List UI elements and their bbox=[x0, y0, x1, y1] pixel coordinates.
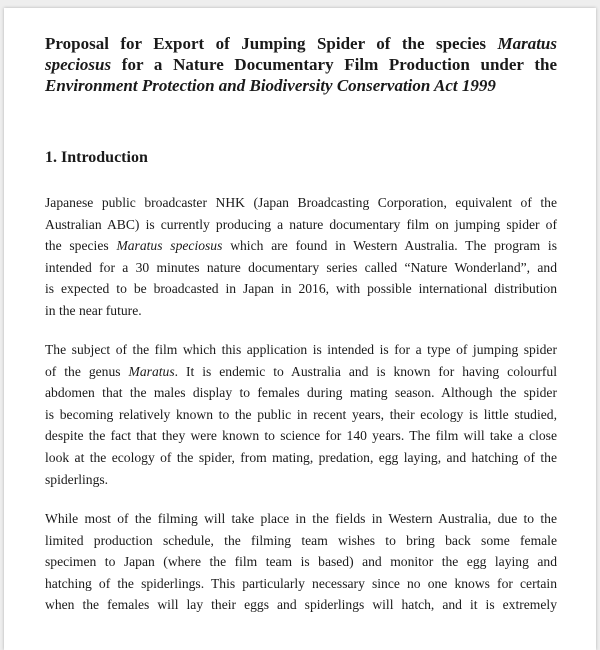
paragraph-line: The subject of the film which this application is intended is for a type of jumping spider bbox=[45, 342, 557, 357]
paragraph-line bbox=[45, 361, 557, 383]
paragraph-line: spiderlings. bbox=[45, 471, 109, 487]
line-text: which are found in Western Australia. The program is bbox=[222, 238, 557, 254]
line-italic-term: Maratus speciosus bbox=[116, 238, 223, 254]
title-species-name: Maratus speciosus bbox=[45, 34, 557, 74]
document-title bbox=[45, 33, 557, 96]
line-text: the species bbox=[45, 238, 117, 254]
paragraph-line: Australian ABC) is currently producing a nature documentary film on jumping spider of bbox=[45, 216, 557, 232]
paragraph-line: in the near future. bbox=[45, 302, 142, 318]
paragraph-line: While most of the filming will take place in the fields in Western Australia, due to the bbox=[45, 511, 557, 526]
document-content bbox=[45, 33, 557, 613]
paragraph-line: is becoming relatively known to the public in recent years, their ecology is little studied, bbox=[45, 406, 557, 422]
paragraph-line: Japanese public broadcaster NHK (Japan Broadcasting Corporation, equivalent of the bbox=[45, 195, 557, 210]
paragraph-line: hatching of the spiderlings. This particularly necessary since no one knows for certain bbox=[45, 575, 557, 591]
title-text-continued: for a Nature Documentary Film Production under the bbox=[111, 55, 557, 74]
document-page bbox=[4, 8, 596, 650]
line-text: of the genus bbox=[45, 363, 129, 379]
paragraph-line: look at the ecology of the spider, from mating, predation, egg laying, and hatching of the bbox=[45, 449, 557, 465]
paragraph-introduction-3 bbox=[45, 508, 557, 616]
paragraph-line: is expected to be broadcasted in Japan in 2016, with possible international distribution bbox=[45, 281, 557, 297]
title-act-name: Environment Protection and Biodiversity Conservation Act 1999 bbox=[45, 76, 496, 95]
section-heading: 1. Introduction bbox=[45, 149, 148, 166]
paragraph-line bbox=[45, 235, 557, 257]
paragraph-line: limited production schedule, the filming team wishes to bring back some female bbox=[45, 532, 557, 548]
paragraph-introduction-1 bbox=[45, 192, 557, 322]
paragraph-line: when the females will lay their eggs and spiderlings will hatch, and it is extremely bbox=[45, 597, 557, 613]
line-text: . It is endemic to Australia and is known for having colourful bbox=[174, 363, 557, 379]
line-italic-term: Maratus bbox=[128, 363, 175, 379]
paragraph-introduction-2 bbox=[45, 339, 557, 490]
paragraph-line: despite the fact that they were known to science for 140 years. The film will take a close bbox=[45, 428, 557, 444]
paragraph-line: specimen to Japan (where the film team is based) and monitor the egg laying and bbox=[45, 554, 557, 570]
paragraph-line: intended for a 30 minutes nature documentary series called “Nature Wonderland”, and bbox=[45, 259, 557, 275]
title-text: Proposal for Export of Jumping Spider of the species bbox=[45, 34, 498, 53]
paragraph-line: abdomen that the males display to females during mating season. Although the spider bbox=[45, 385, 557, 401]
